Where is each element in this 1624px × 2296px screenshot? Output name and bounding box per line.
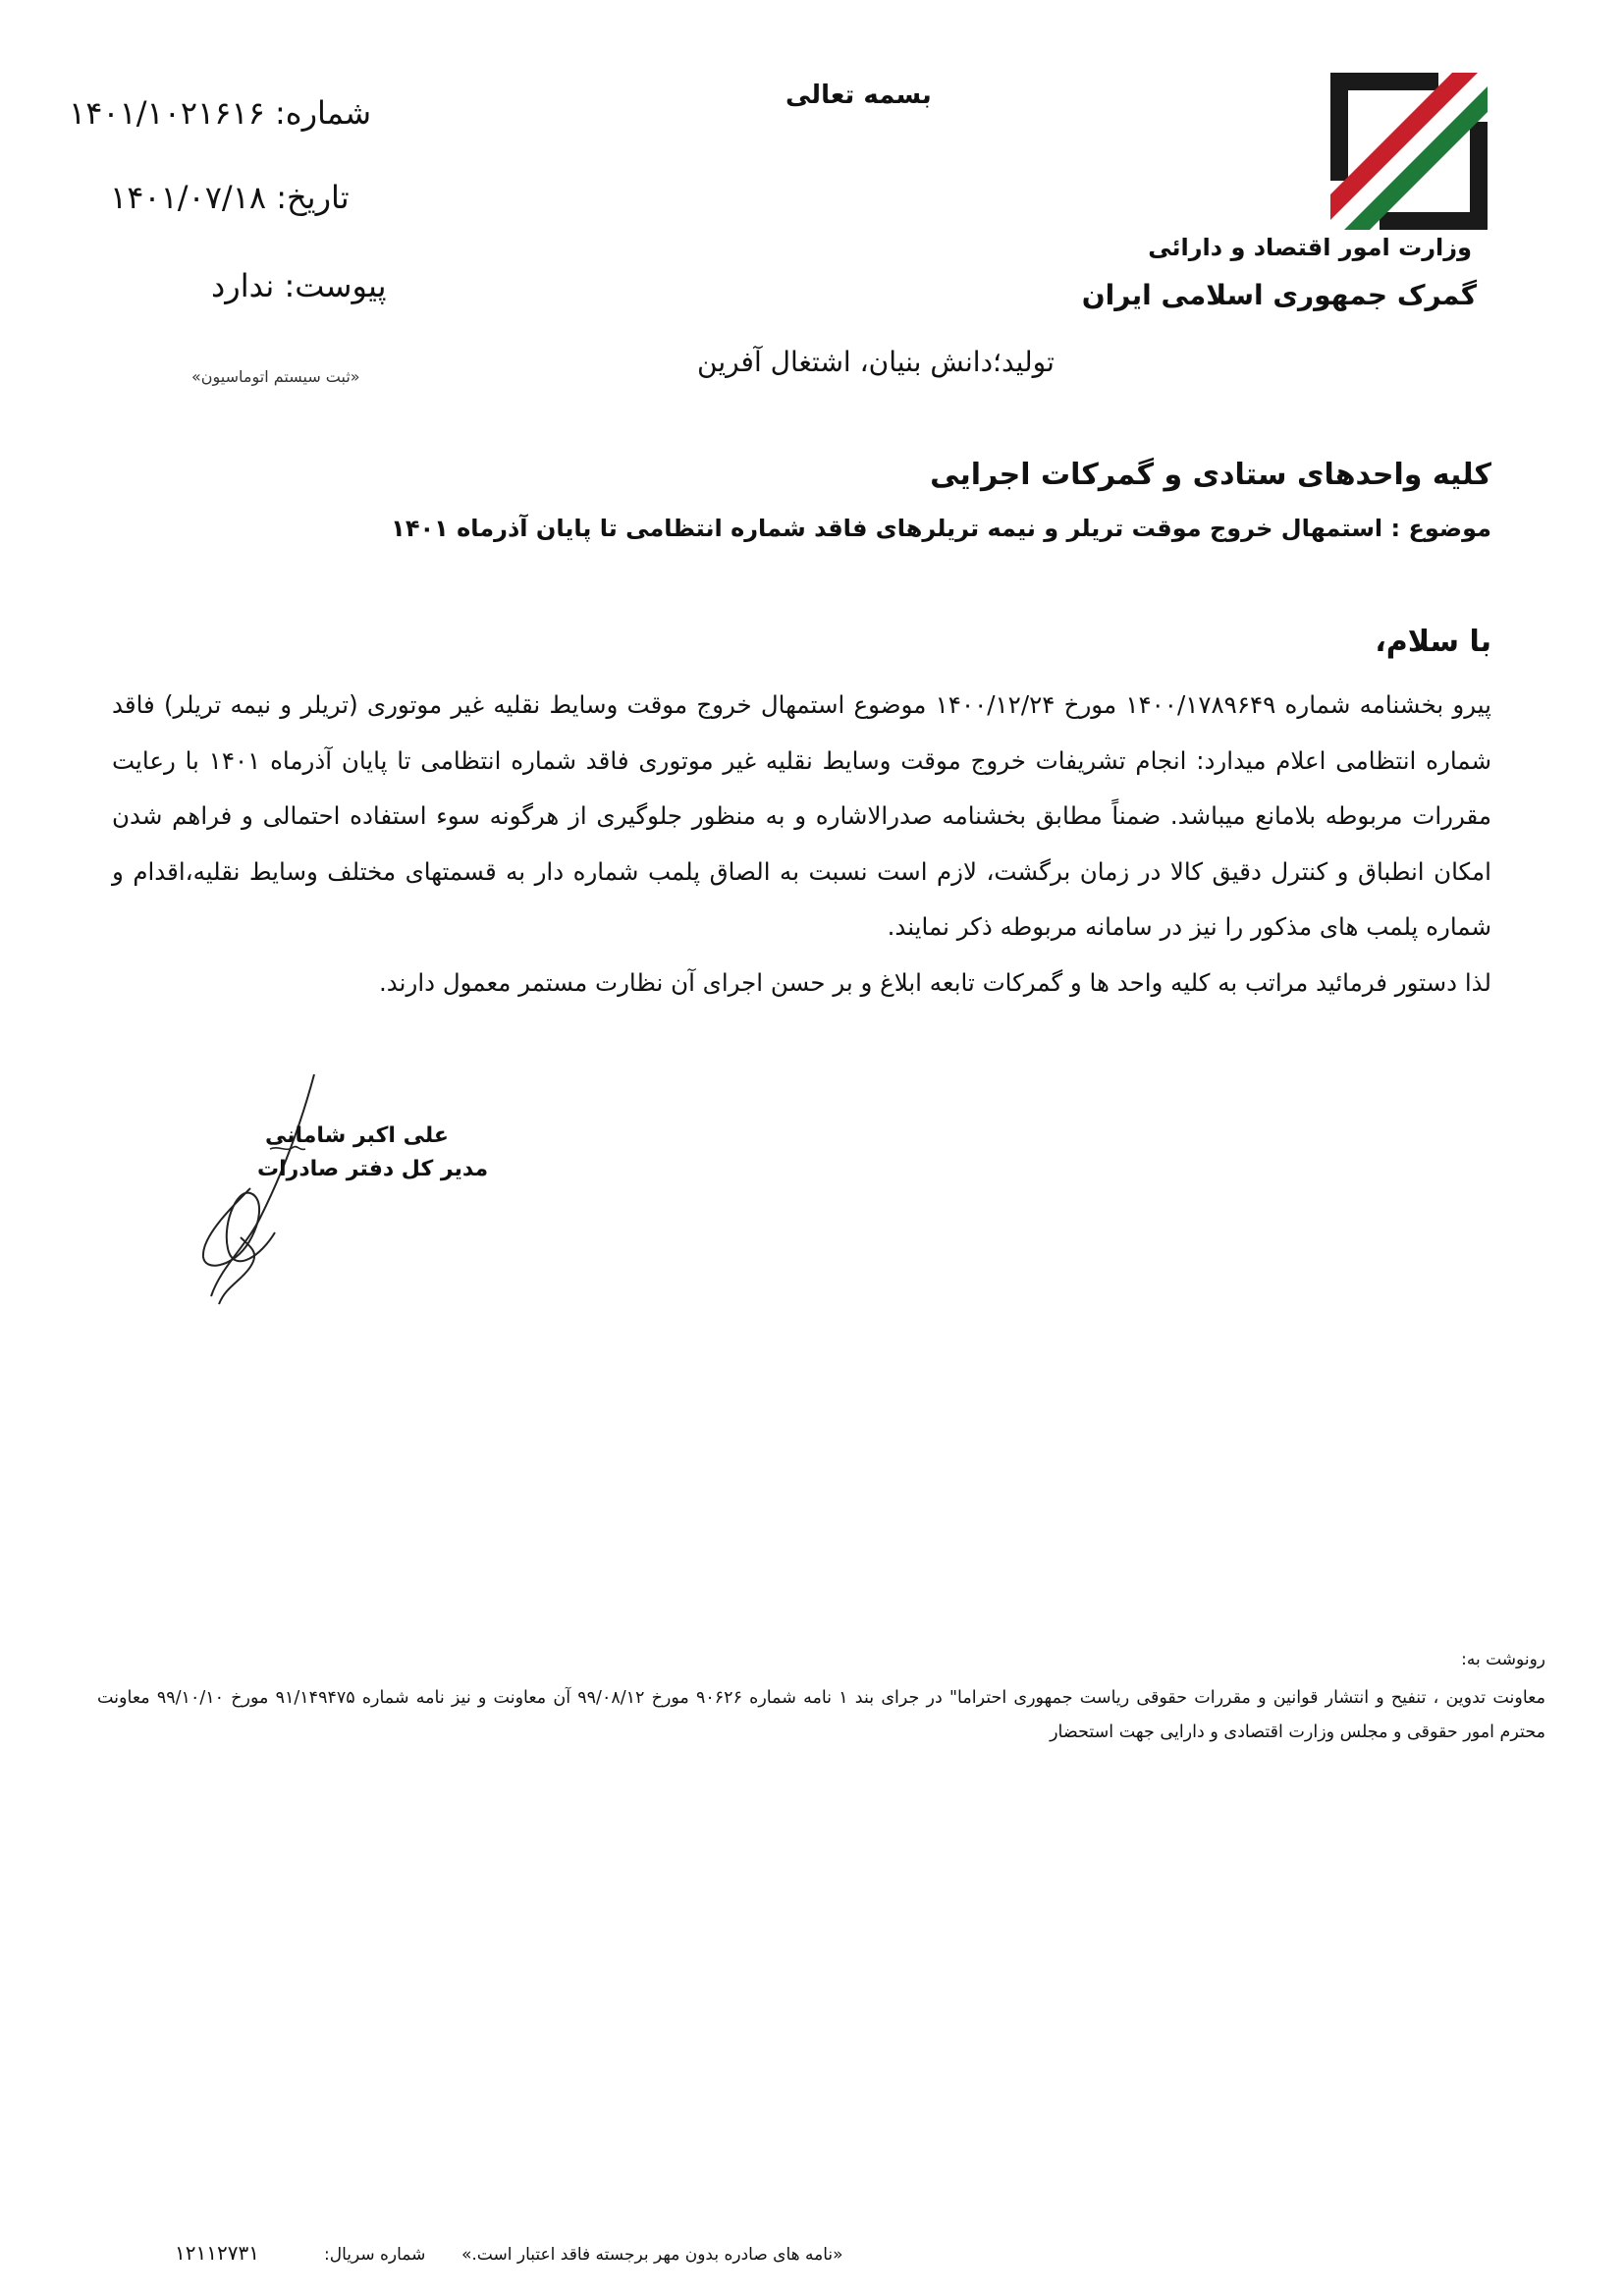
serial-number-label: شماره سریال:: [324, 2245, 426, 2265]
greeting: با سلام،: [1375, 625, 1491, 659]
letter-number-value: ۱۴۰۱/۱۰۲۱۶۱۶: [69, 94, 265, 132]
ministry-name: وزارت امور اقتصاد و دارائی: [1148, 234, 1472, 261]
recipient: کلیه واحدهای ستادی و گمرکات اجرایی: [930, 458, 1491, 492]
cc-text: معاونت تدوین ، تنفیح و انتشار قوانین و مقررات حقوقی ریاست جمهوری احتراما" در جرای بند ۱ نامه شماره ۹۰۶۲۶ مورخ ۹۹/۰۸/۱۲ آن معاونت و نیز نامه شماره ۹۱/۱۴۹۴۷۵ مورخ ۹۹/۱۰/۱۰ معاونت محترم امور حقوقی و مجلس وزارت اقتصادی و دارایی جهت استحضار: [97, 1688, 1545, 1742]
letter-number-label: شماره:: [275, 94, 372, 132]
letter-date-label: تاریخ:: [276, 179, 350, 216]
signer-name: علی اکبر شامانی: [265, 1123, 449, 1148]
letter-attachment-label: پیوست:: [284, 267, 387, 304]
customs-logo: [1330, 73, 1488, 230]
letter-attachment-value: ندارد: [211, 267, 275, 304]
automation-registration-note: «ثبت سیستم اتوماسیون»: [191, 367, 360, 386]
year-slogan: تولید؛دانش بنیان، اشتغال آفرین: [697, 346, 1055, 378]
body-paragraph: پیرو بخشنامه شماره ۱۴۰۰/۱۷۸۹۶۴۹ مورخ ۱۴۰۰/۱۲/۲۴ موضوع استمهال خروج موقت وسایط نقلیه غیر موتوری (تریلر و نیمه تریلر) فاقد شماره انتظامی اعلام میدارد: انجام تشریفات خروج موقت وسایط نقلیه غیر موتوری فاقد شماره انتظامی تا پایان آذرماه ۱۴۰۱ با رعایت مقررات مربوطه بلامانع میباشد. ضمناً مطابق بخشنامه صدرالاشاره و به منظور جلوگیری از هرگونه سوء استفاده احتمالی و فراهم شدن امکان انطباق و کنترل دقیق کالا در زمان برگشت، لازم است نسبت به الصاق پلمب شماره دار به قسمتهای مختلف وسایط نقلیه،اقدام و شماره پلمب های مذکور را نیز در سامانه مربوطه ذکر نمایند.: [112, 690, 1491, 941]
signer-title: مدیر کل دفتر صادرات: [257, 1157, 489, 1181]
letter-date-value: ۱۴۰۱/۰۷/۱۸: [110, 179, 267, 216]
subject-line: موضوع : استمهال خروج موقت تریلر و نیمه تریلرهای فاقد شماره انتظامی تا پایان آذرماه ۱۴۰۱: [391, 515, 1491, 542]
letter-body: [112, 678, 1491, 1011]
validity-note: «نامه های صادره بدون مهر برجسته فاقد اعتبار است.»: [461, 2245, 843, 2265]
handwritten-signature: [191, 1070, 339, 1306]
body-paragraph: لذا دستور فرمائید مراتب به کلیه واحد ها و گمرکات تابعه ابلاغ و بر حسن اجرای آن نظارت مستمر معمول دارند.: [379, 967, 1491, 997]
organization-name: گمرک جمهوری اسلامی ایران: [1081, 279, 1477, 311]
cc-title: رونوشت به:: [1461, 1650, 1545, 1669]
letter-date: [110, 179, 350, 216]
serial-number-value: ۱۲۱۱۲۷۳۱: [175, 2241, 259, 2265]
letter-attachment: [211, 267, 387, 304]
bismillah-heading: بسمه تعالی: [785, 81, 932, 110]
letter-number: [69, 94, 371, 132]
